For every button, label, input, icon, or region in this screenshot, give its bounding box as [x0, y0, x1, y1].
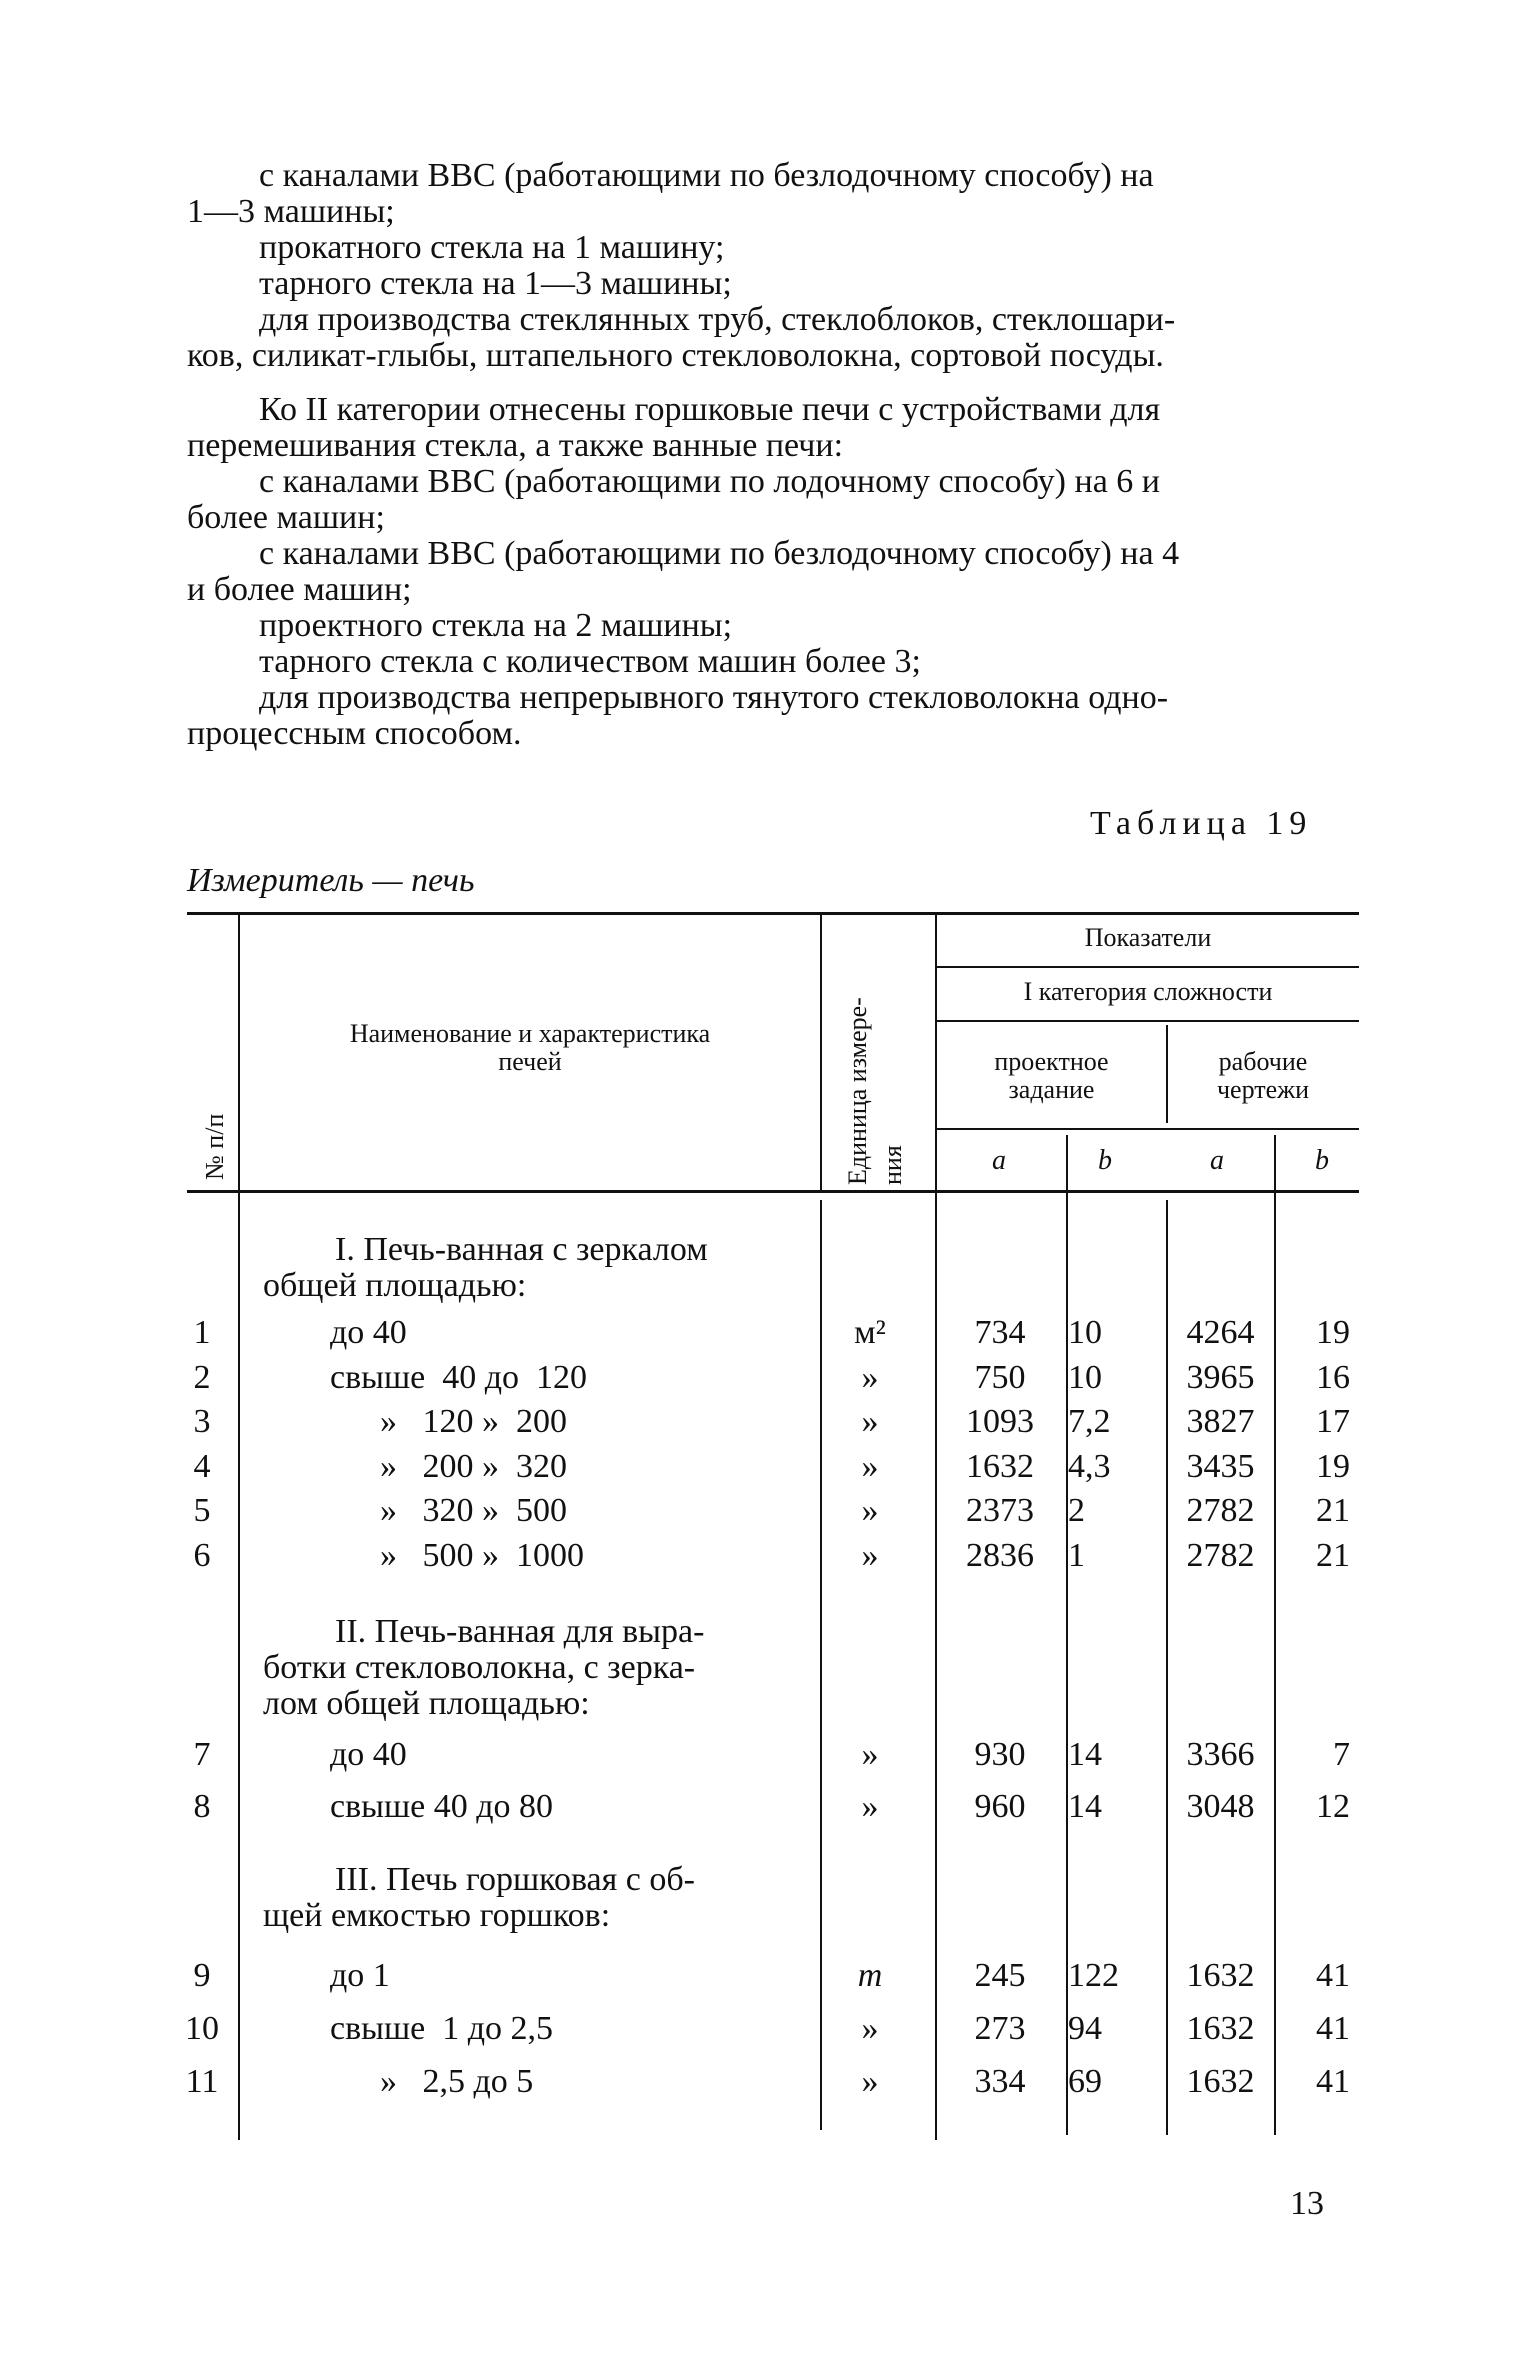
row-work-a: 1632	[1186, 2010, 1255, 2047]
row-number: 11	[185, 2063, 219, 2100]
section-line: щей емкостью горшков:	[263, 1897, 611, 1934]
text-line: для производства непрерывного тянутого стекловолокна одно-	[259, 679, 1169, 716]
text-line: Ко II категории отнесены горшковые печи с устройствами для	[259, 391, 1161, 428]
header-b: b	[1315, 1145, 1329, 1176]
table-row	[0, 2010, 1536, 2050]
row-work-b: 41	[1316, 2063, 1350, 2100]
table-row	[0, 1537, 1536, 1577]
section-line: I. Печь-ванная с зеркалом	[335, 1231, 708, 1268]
row-name: свыше 40 до 80	[330, 1788, 554, 1825]
row-project-b: 7,2	[1068, 1403, 1111, 1440]
header-unit: Единица измере-	[843, 997, 872, 1185]
text-line: тарного стекла с количеством машин более 3;	[259, 643, 921, 680]
row-work-b: 19	[1316, 1314, 1350, 1351]
row-work-b: 17	[1316, 1403, 1350, 1440]
row-unit: »	[861, 2063, 879, 2100]
header-name-line: Наименование и характеристика	[349, 1019, 711, 1048]
row-number: 5	[193, 1492, 211, 1529]
table-row	[0, 1788, 1536, 1828]
header-rule	[937, 1128, 1359, 1130]
row-number: 7	[193, 1736, 211, 1773]
table-row	[0, 1448, 1536, 1488]
row-unit: »	[861, 2010, 879, 2047]
column-divider	[820, 915, 822, 1190]
table-top-rule	[187, 912, 1359, 915]
row-work-b: 7	[1333, 1736, 1350, 1773]
row-project-a: 1093	[966, 1403, 1034, 1440]
header-project-line: проектное	[994, 1047, 1109, 1076]
row-work-a: 2782	[1186, 1537, 1255, 1574]
row-work-a: 3366	[1186, 1736, 1255, 1773]
table-row	[0, 1957, 1536, 1997]
section-heading	[263, 1862, 793, 1934]
row-project-b: 122	[1068, 1957, 1119, 1994]
text-line: с каналами ВВС (работающими по безлодочному способу) на 4	[259, 535, 1180, 572]
section-line: лом общей площадью:	[263, 1685, 590, 1722]
text-line: проектного стекла на 2 машины;	[259, 607, 733, 644]
text-line: тарного стекла на 1—3 машины;	[259, 265, 732, 302]
row-project-a: 334	[974, 2063, 1026, 2100]
table-row	[0, 1403, 1536, 1443]
row-work-b: 16	[1316, 1359, 1350, 1396]
header-work-line: рабочие	[1218, 1047, 1308, 1076]
row-unit: м²	[854, 1314, 886, 1351]
header-work-line: чертежи	[1216, 1075, 1310, 1104]
section-line: общей площадью:	[263, 1267, 527, 1304]
text-line: с каналами ВВС (работающими по безлодочному способу) на	[259, 157, 1154, 194]
text-line: более машин;	[187, 499, 385, 536]
row-project-a: 2836	[966, 1537, 1034, 1574]
header-b: b	[1098, 1145, 1112, 1176]
row-unit: »	[861, 1492, 879, 1529]
section-heading	[263, 1614, 793, 1722]
row-work-a: 3435	[1186, 1448, 1255, 1485]
intro-paragraph-b	[187, 392, 1352, 752]
row-work-b: 41	[1316, 1957, 1350, 1994]
row-work-a: 3048	[1186, 1788, 1255, 1825]
row-project-b: 2	[1068, 1492, 1085, 1529]
row-name: » 2,5 до 5	[380, 2063, 534, 2100]
row-number: 8	[193, 1788, 211, 1825]
row-project-b: 94	[1068, 2010, 1102, 2047]
header-unit-2: ния	[878, 1145, 907, 1185]
row-unit: »	[861, 1403, 879, 1440]
text-line: перемешивания стекла, а также ванные печи:	[187, 427, 844, 464]
row-work-a: 3827	[1186, 1403, 1255, 1440]
row-work-b: 21	[1316, 1492, 1350, 1529]
table-title: Таблица 19	[1090, 805, 1313, 842]
row-project-b: 14	[1068, 1736, 1102, 1773]
row-project-b: 1	[1068, 1537, 1085, 1574]
table-row	[0, 1314, 1536, 1354]
table-row	[0, 2063, 1536, 2103]
row-number: 9	[193, 1957, 211, 1994]
table-row	[0, 1736, 1536, 1776]
row-name: » 120 » 200	[380, 1403, 567, 1440]
row-name: до 40	[330, 1314, 407, 1351]
row-unit: »	[861, 1448, 879, 1485]
row-name: до 1	[330, 1957, 390, 1994]
header-name	[250, 1020, 810, 1076]
text-line: для производства стеклянных труб, стеклоблоков, стеклошари-	[259, 301, 1176, 338]
row-work-a: 2782	[1186, 1492, 1255, 1529]
row-name: свыше 40 до 120	[330, 1359, 588, 1396]
row-name: » 200 » 320	[380, 1448, 567, 1485]
row-project-a: 245	[974, 1957, 1026, 1994]
row-work-a: 1632	[1186, 1957, 1255, 1994]
row-project-b: 14	[1068, 1788, 1102, 1825]
row-number: 4	[193, 1448, 211, 1485]
row-work-b: 21	[1316, 1537, 1350, 1574]
section-heading	[263, 1232, 793, 1304]
header-project	[937, 1048, 1166, 1104]
intro-paragraph-a	[187, 158, 1352, 374]
section-line: III. Печь горшковая с об-	[335, 1861, 695, 1898]
text-line: ков, силикат-глыбы, штапельного стекловолокна, сортовой посуды.	[187, 337, 1164, 374]
table-row	[0, 1359, 1536, 1399]
row-project-b: 10	[1068, 1359, 1102, 1396]
header-work	[1168, 1048, 1358, 1104]
row-number: 10	[185, 2010, 219, 2047]
row-project-a: 750	[974, 1359, 1026, 1396]
row-work-a: 1632	[1186, 2063, 1255, 2100]
row-name: свыше 1 до 2,5	[330, 2010, 554, 2047]
row-project-a: 930	[974, 1736, 1026, 1773]
text-line: 1—3 машины;	[187, 193, 395, 230]
row-project-a: 734	[974, 1314, 1026, 1351]
row-number: 2	[193, 1359, 211, 1396]
page-number: 13	[1290, 2185, 1324, 2222]
row-name: » 320 » 500	[380, 1492, 567, 1529]
row-name: » 500 » 1000	[380, 1537, 584, 1574]
row-number: 6	[193, 1537, 211, 1574]
row-project-b: 4,3	[1068, 1448, 1111, 1485]
row-project-b: 69	[1068, 2063, 1102, 2100]
text-line: процессным способом.	[187, 715, 522, 752]
header-a: a	[1210, 1145, 1224, 1176]
measure-label: Измеритель — печь	[187, 862, 475, 899]
row-work-a: 3965	[1186, 1359, 1255, 1396]
text-line: прокатного стекла на 1 машину;	[259, 229, 725, 266]
row-project-a: 1632	[966, 1448, 1034, 1485]
row-unit: »	[861, 1537, 879, 1574]
row-work-b: 19	[1316, 1448, 1350, 1485]
header-rule	[937, 966, 1359, 968]
row-work-a: 4264	[1186, 1314, 1255, 1351]
row-unit: »	[861, 1359, 879, 1396]
row-unit: »	[861, 1788, 879, 1825]
row-number: 3	[193, 1403, 211, 1440]
text-line: с каналами ВВС (работающими по лодочному способу) на 6 и	[259, 463, 1160, 500]
row-work-b: 12	[1316, 1788, 1350, 1825]
row-number: 1	[193, 1314, 211, 1351]
row-project-b: 10	[1068, 1314, 1102, 1351]
header-number: № п/п	[200, 1113, 229, 1180]
row-work-b: 41	[1316, 2010, 1350, 2047]
row-unit: т	[857, 1957, 883, 1994]
row-name: до 40	[330, 1736, 407, 1773]
row-project-a: 273	[974, 2010, 1026, 2047]
header-name-line: печей	[498, 1047, 562, 1076]
row-unit: »	[861, 1736, 879, 1773]
header-category: I категория сложности	[1023, 977, 1273, 1006]
header-a: a	[992, 1145, 1006, 1176]
text-line: и более машин;	[187, 571, 412, 608]
section-line: II. Печь-ванная для выра-	[335, 1613, 705, 1650]
table-row	[0, 1492, 1536, 1532]
row-project-a: 2373	[966, 1492, 1034, 1529]
header-rule	[937, 1020, 1359, 1022]
row-project-a: 960	[974, 1788, 1026, 1825]
header-bottom-rule	[187, 1190, 1359, 1193]
section-line: ботки стекловолокна, с зерка-	[263, 1649, 696, 1686]
header-project-line: задание	[1008, 1075, 1095, 1104]
header-indicators: Показатели	[1084, 923, 1212, 952]
